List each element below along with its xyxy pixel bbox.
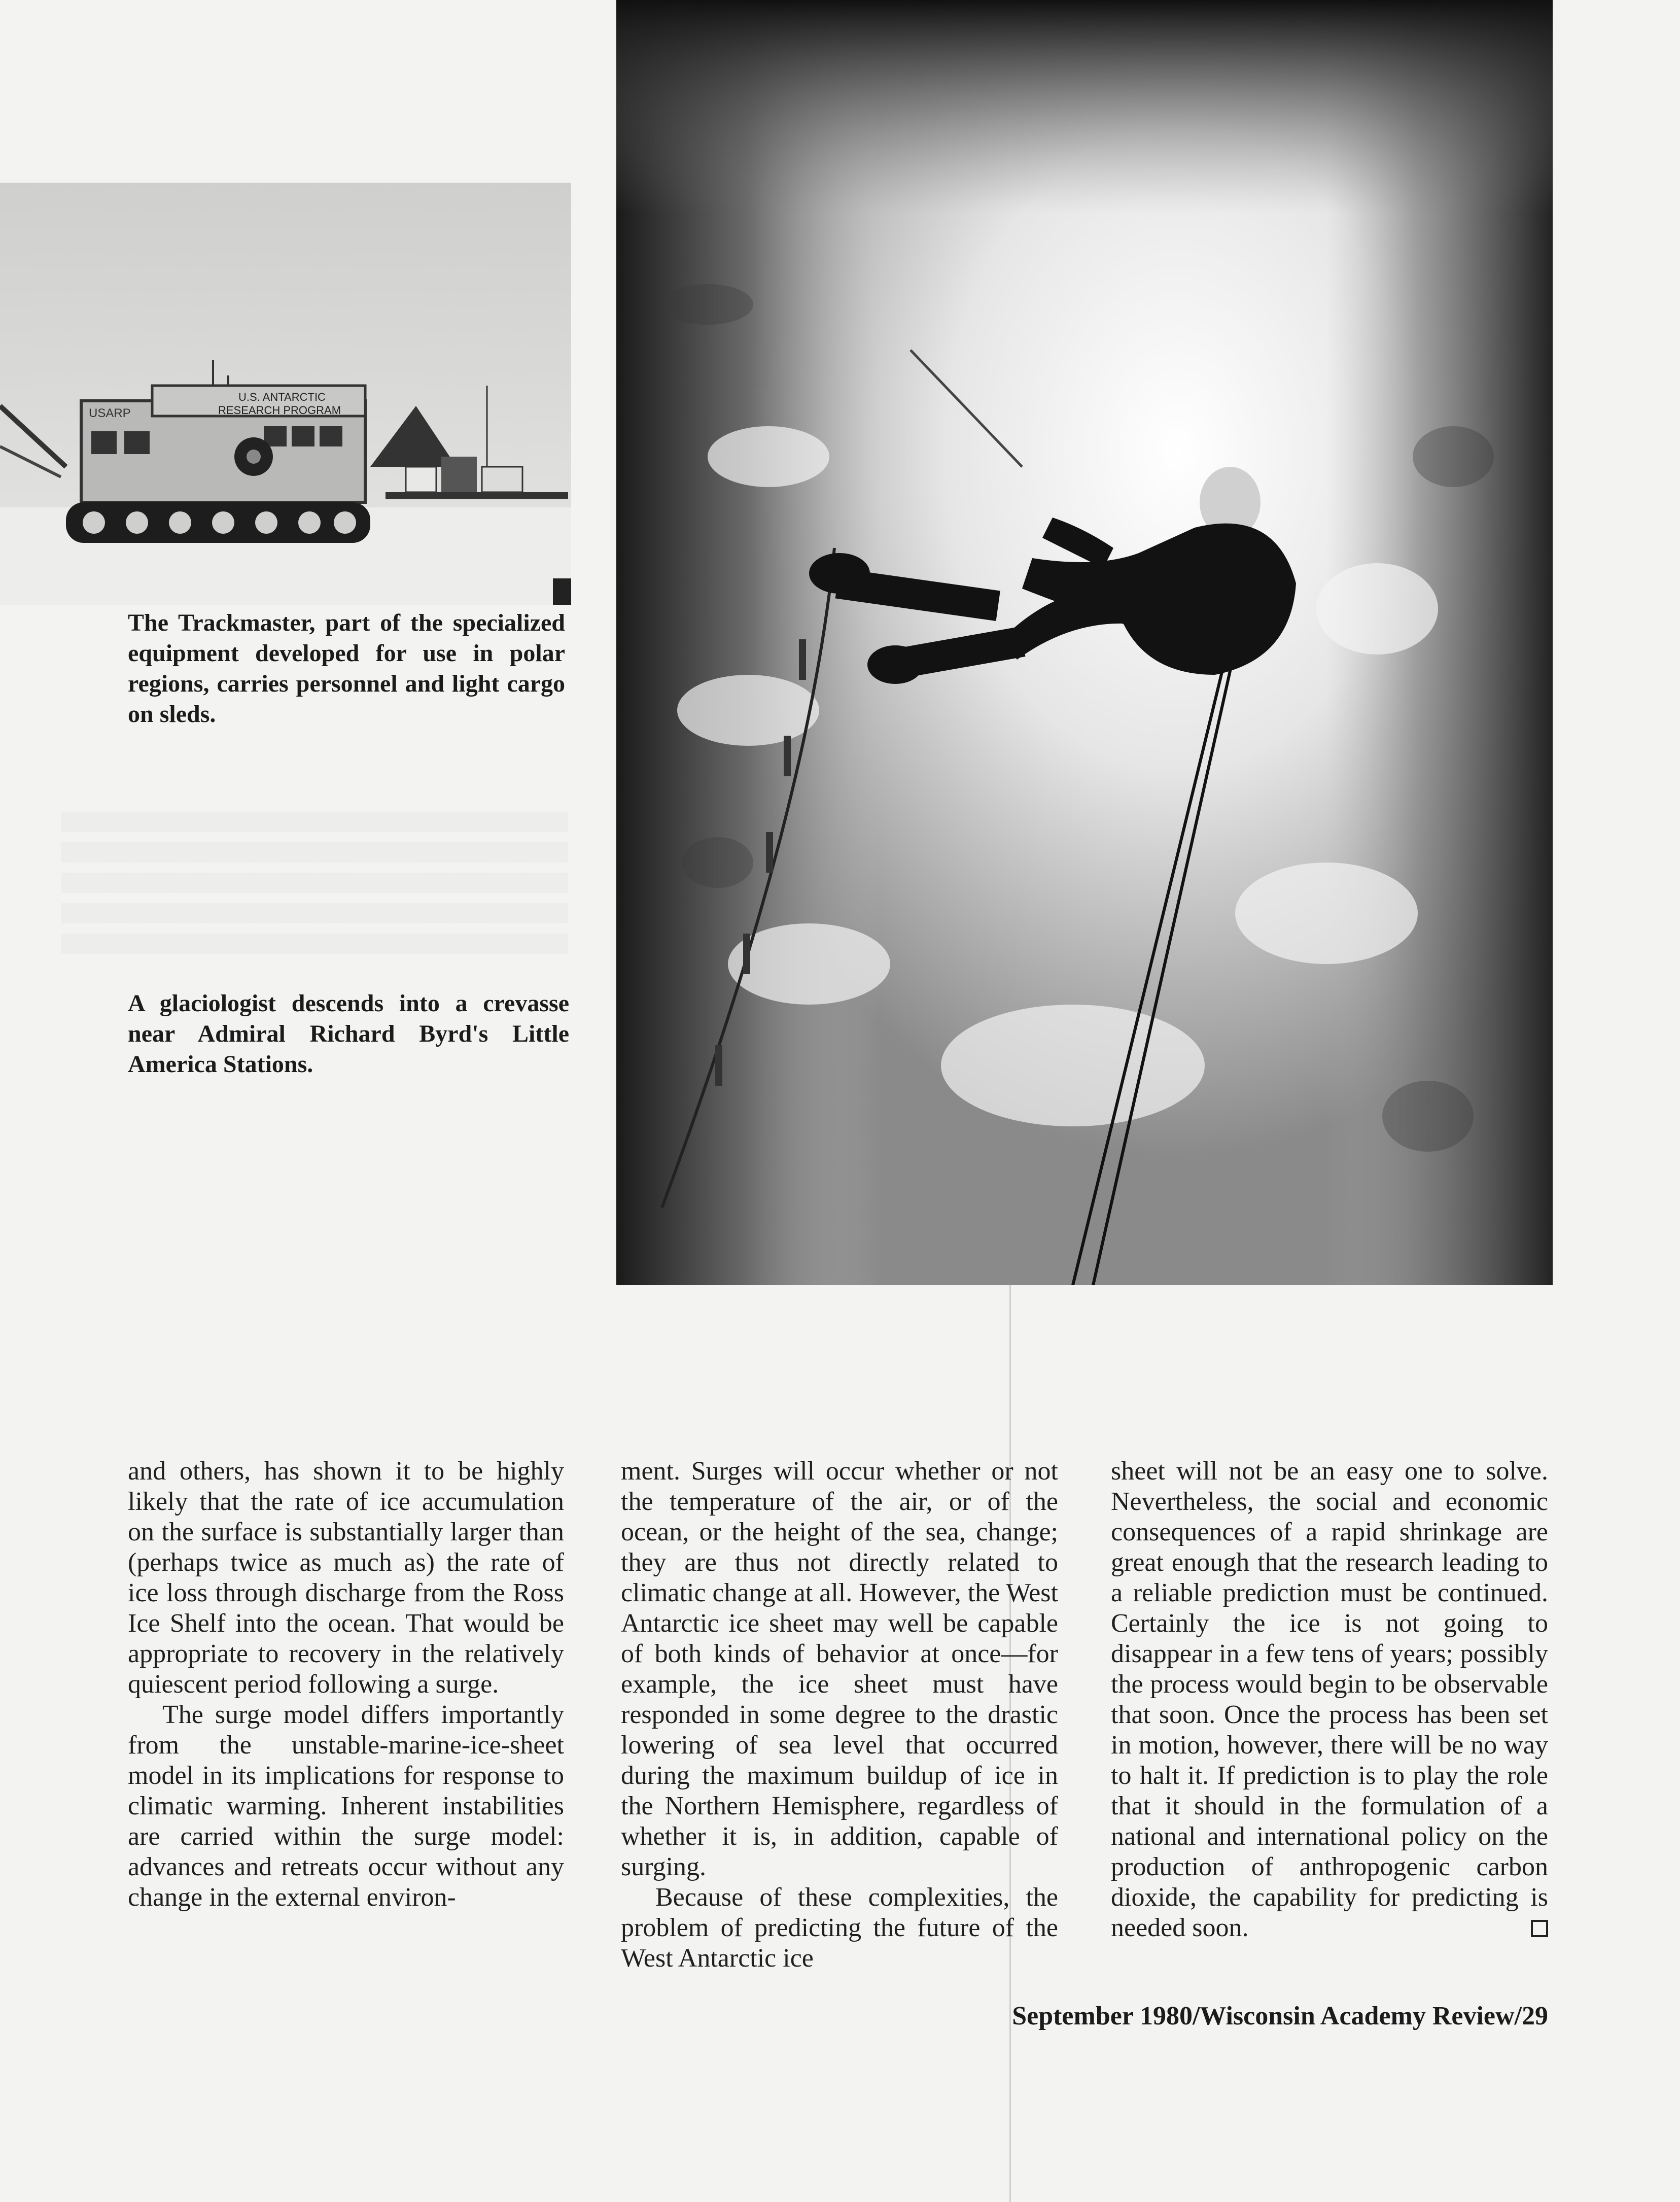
- text-column-1: [128, 1456, 564, 1913]
- crevasse-caption: A glaciologist descends into a crevasse near Admiral Richard Byrd's Little America Stations.: [128, 990, 569, 1078]
- end-of-article-mark: [1531, 1920, 1548, 1937]
- paragraph: and others, has shown it to be highly likely that the rate of ice accumulation on the surface is substantially larger than (perhaps twice as much as) the rate of ice loss through discharge from the Ross Ice Shelf into the ocean. That would be appropriate to recovery in the relatively quiescent period following a surge.: [128, 1457, 564, 1699]
- crevasse-photo: [616, 0, 1553, 1285]
- vehicle-sign-line-2: RESEARCH PROGRAM: [218, 404, 341, 417]
- text-column-3: [1111, 1456, 1548, 1943]
- paragraph: [1111, 1456, 1548, 1943]
- paragraph: Because of these complexities, the problem of predicting the future of the West Antarctic ice: [621, 1883, 1058, 1973]
- bleed-through-texture: [61, 812, 568, 964]
- text-column-2: [621, 1456, 1058, 1974]
- page-footer: September 1980/Wisconsin Academy Review/29: [1012, 2002, 1548, 2031]
- paragraph-text: sheet will not be an easy one to solve. Nevertheless, the social and economic consequences of a rapid shrinkage are great enough that the research leading to a reliable prediction must be continued. Certainly the ice is not going to disappear in a few tens of years; possibly the process would begin to be observable that soon. Once the process has been set in motion, however, there will be no way to halt it. If prediction is to play the role that it should in the formulation of a national and international policy on the production of anthropogenic carbon dioxide, the capability for predicting is needed soon.: [1111, 1457, 1548, 1942]
- vehicle-side-text: USARP: [89, 406, 131, 420]
- paragraph: ment. Surges will occur whether or not the temperature of the air, or of the ocean, or the height of the sea, change; they are thus not directly related to climatic change at all. However, the West Antarctic ice sheet may well be capable of both kinds of behavior at once—for example, the ice sheet must have responded in some degree to the drastic lowering of sea level that occurred during the maximum buildup of ice in the Northern Hemisphere, regardless of whether it is, in addition, capable of surging.: [621, 1457, 1058, 1881]
- vehicle-sign-line-1: U.S. ANTARCTIC: [238, 391, 326, 403]
- trackmaster-caption: The Trackmaster, part of the specialized equipment developed for use in polar regions, carries personnel and light cargo on sleds.: [128, 609, 565, 728]
- trackmaster-photo: [0, 183, 571, 605]
- paragraph: The surge model differs importantly from the unstable-marine-ice-sheet model in its implications for response to climatic warming. Inherent instabilities are carried within the surge model: advances and retreats occur without any change in the external environ-: [128, 1700, 564, 1912]
